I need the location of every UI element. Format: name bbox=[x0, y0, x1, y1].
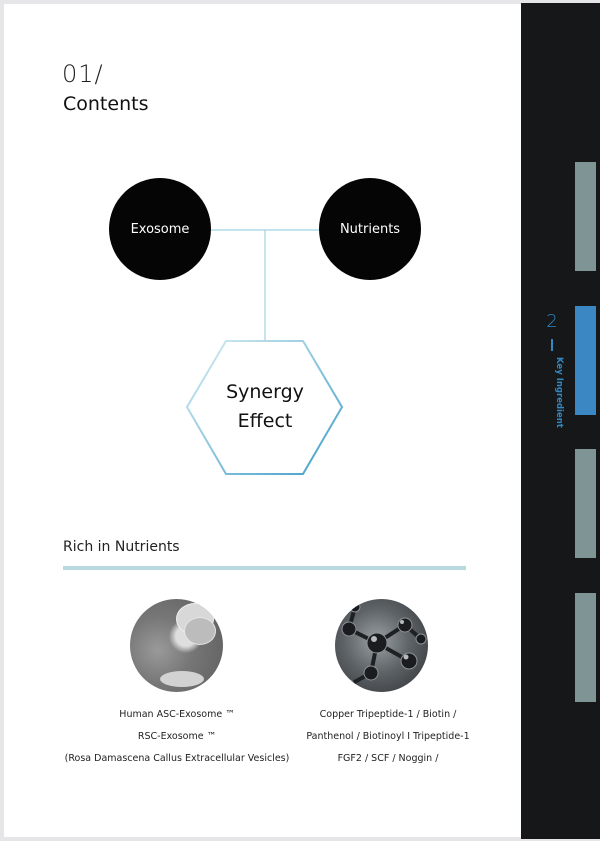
section-tab-1[interactable] bbox=[575, 162, 596, 271]
sidebar-section-label: Key Ingredient bbox=[554, 357, 564, 428]
synergy-line-2: Effect bbox=[237, 410, 293, 432]
section-tab-3[interactable] bbox=[575, 449, 596, 558]
caption-line: RSC-Exosome ™ bbox=[137, 731, 217, 742]
molecule-graphic bbox=[335, 599, 428, 692]
exosome-node bbox=[109, 178, 211, 280]
nutrients-section-title: Rich in Nutrients bbox=[63, 539, 180, 555]
molecule-structure-photo bbox=[335, 599, 428, 692]
caption-line: FGF2 / SCF / Noggin / bbox=[337, 753, 439, 764]
nutrients-label: Nutrients bbox=[339, 221, 401, 237]
caption-line: Copper Tripeptide-1 / Biotin / bbox=[319, 709, 457, 720]
caption-line: Panthenol / Biotinoyl I Tripeptide-1 bbox=[306, 731, 470, 742]
sidebar-dash bbox=[551, 339, 553, 351]
section-tab-4[interactable] bbox=[575, 593, 596, 702]
section-sidebar bbox=[521, 3, 600, 839]
exosome-ingredients-caption bbox=[60, 704, 294, 770]
nutrients-node bbox=[319, 178, 421, 280]
exosome-label: Exosome bbox=[130, 221, 190, 237]
section-tab-2-active[interactable] bbox=[575, 306, 596, 415]
caption-line: (Rosa Damascena Callus Extracellular Vesicles) bbox=[64, 753, 290, 764]
caption-line: Human ASC-Exosome ™ bbox=[119, 709, 235, 720]
synergy-line-1: Synergy bbox=[226, 381, 304, 403]
page-title: Contents bbox=[63, 93, 149, 115]
section-number: 01/ bbox=[62, 60, 104, 88]
sidebar-section-number: 2 bbox=[546, 311, 558, 332]
section-divider bbox=[63, 566, 466, 570]
synergy-effect-text bbox=[205, 378, 325, 436]
exosome-microscopy-photo bbox=[130, 599, 223, 692]
nutrient-ingredients-caption bbox=[296, 704, 480, 770]
